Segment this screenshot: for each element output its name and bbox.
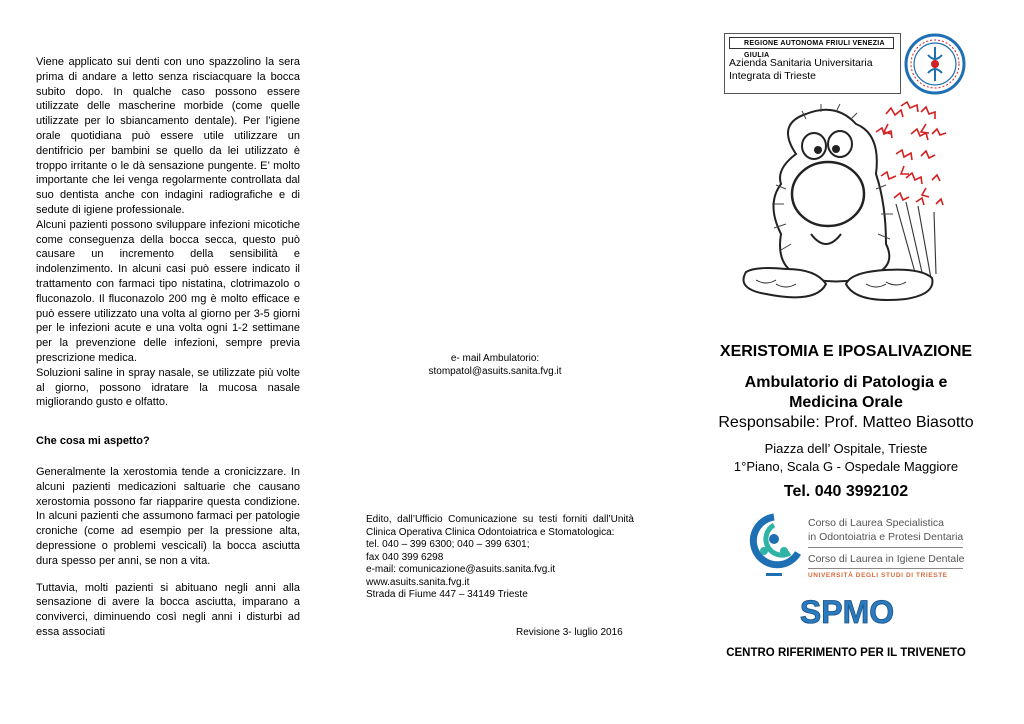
university-seal-icon bbox=[904, 33, 966, 95]
responsabile: Responsabile: Prof. Matteo Biasotto bbox=[718, 414, 974, 431]
credits-fax: fax 040 399 6298 bbox=[366, 551, 444, 563]
logo-name-line2: Integrata di Trieste bbox=[729, 70, 816, 82]
paragraph-infections: Alcuni pazienti possono sviluppare infezioni micotiche come conseguenza della bocca secca, questo può causare un incremento della sensibilità e indolenzimento. In alcuni casi può essere indicato il trattamento con farmaci tipo nistatina, clotrimazolo o fluconazolo. Il fluconazolo 200 mg è molto efficace e può essere utilizzato una volta al giorno per 3-5 giorni per le infezioni acute e una volta ogni 1-2 settimane per la prevenzione delle infezioni, sempre previa prescrizione medica. bbox=[36, 218, 300, 364]
course-divider bbox=[808, 568, 963, 569]
revision-note: Revisione 3- luglio 2016 bbox=[516, 627, 623, 638]
logo-name-line1: Azienda Sanitaria Universitaria bbox=[729, 57, 873, 69]
left-column bbox=[36, 55, 300, 640]
email-label: e- mail Ambulatorio: bbox=[450, 353, 540, 364]
course-emblem-icon bbox=[746, 513, 802, 593]
mascot-with-flowers-icon bbox=[736, 94, 958, 318]
credits-address: Strada di Fiume 447 – 34149 Trieste bbox=[366, 589, 528, 600]
address-block bbox=[700, 440, 992, 476]
email-value[interactable]: stompatol@asuits.sanita.fvg.it bbox=[428, 366, 562, 377]
credits-website[interactable]: www.asuits.sanita.fvg.it bbox=[366, 576, 470, 588]
course-line2: in Odontoiatria e Protesi Dentaria bbox=[808, 531, 964, 543]
paragraph-chronic: Generalmente la xerostomia tende a cronicizzare. In alcuni pazienti medicazioni saltuarie che causano xerostomia possono far riapparire questa condizione. In alcuni pazienti che assumono farmaci per patologie croniche (come ad esempio per la pressione alta, depressione o problemi vescicali) la bocca asciutta dura spesso per anni, se non a vita. bbox=[36, 465, 300, 567]
university-name: UNIVERSITÀ DEGLI STUDI DI TRIESTE bbox=[808, 572, 948, 579]
ambulatorio-name bbox=[700, 373, 992, 413]
brochure-title: XERISTOMIA E IPOSALIVAZIONE bbox=[719, 343, 973, 360]
ambulatorio-line2: Medicina Orale bbox=[789, 394, 903, 411]
paragraph-adaptation: Tuttavia, molti pazienti si abituano negli anni alla sensazione di avere la bocca asciutta, imparano a conviverci, diminuendo così negli anni i disturbi ad essa associati bbox=[36, 581, 300, 638]
paragraph-saline: Soluzioni saline in spray nasale, se utilizzate più volte al giorno, possono idratare la mucosa nasale migliorando gusto e olfatto. bbox=[36, 366, 300, 409]
section-heading-expectations: Che cosa mi aspetto? bbox=[36, 435, 150, 448]
course-line3: Corso di Laurea in Igiene Dentale bbox=[808, 553, 965, 565]
credits-tel: tel. 040 – 399 6300; 040 – 399 6301; bbox=[366, 539, 530, 550]
credits-email[interactable]: e-mail: comunicazione@asuits.sanita.fvg.it bbox=[366, 564, 556, 575]
paragraph-treatment: Viene applicato sui denti con uno spazzolino la sera prima di andare a letto senza risciacquare la bocca subito dopo. In qualche caso possono essere utilizzate delle mascherine morbide (come quelle utilizzate per lo sbiancamento dentale). Per l’igiene orale quotidiana può essere utile utilizzare un dentifricio per bambini se quello da lei utilizzato è troppo irritante o le dà sensazione pungente. E’ molto importante che lei venga regolarmente controllata dal suo dentista anche con indagini radiografiche e di sedute di igiene professionale. bbox=[36, 56, 300, 216]
address-line2: 1°Piano, Scala G - Ospedale Maggiore bbox=[733, 459, 959, 474]
phone-number: Tel. 040 3992102 bbox=[783, 483, 909, 500]
credits-intro: Edito, dall’Ufficio Comunicazione su testi forniti dall’Unità Clinica Operativa Clinica Odontoiatrica e Stomatologica: bbox=[366, 514, 634, 538]
course-divider bbox=[808, 547, 963, 548]
university-course-logo bbox=[746, 513, 976, 593]
course-line1: Corso di Laurea Specialistica bbox=[808, 517, 944, 529]
ambulatorio-email-block bbox=[400, 352, 590, 378]
centro-riferimento: CENTRO RIFERIMENTO PER IL TRIVENETO bbox=[726, 647, 966, 659]
region-label: REGIONE AUTONOMA FRIULI VENEZIA GIULIA bbox=[729, 37, 894, 49]
spmo-logo bbox=[800, 592, 894, 630]
asuits-logo bbox=[724, 33, 901, 94]
spmo-text: SPMO bbox=[800, 594, 894, 630]
credits-block bbox=[366, 514, 634, 602]
address-line1: Piazza dell’ Ospitale, Trieste bbox=[764, 441, 928, 456]
ambulatorio-line1: Ambulatorio di Patologia e bbox=[744, 374, 948, 391]
